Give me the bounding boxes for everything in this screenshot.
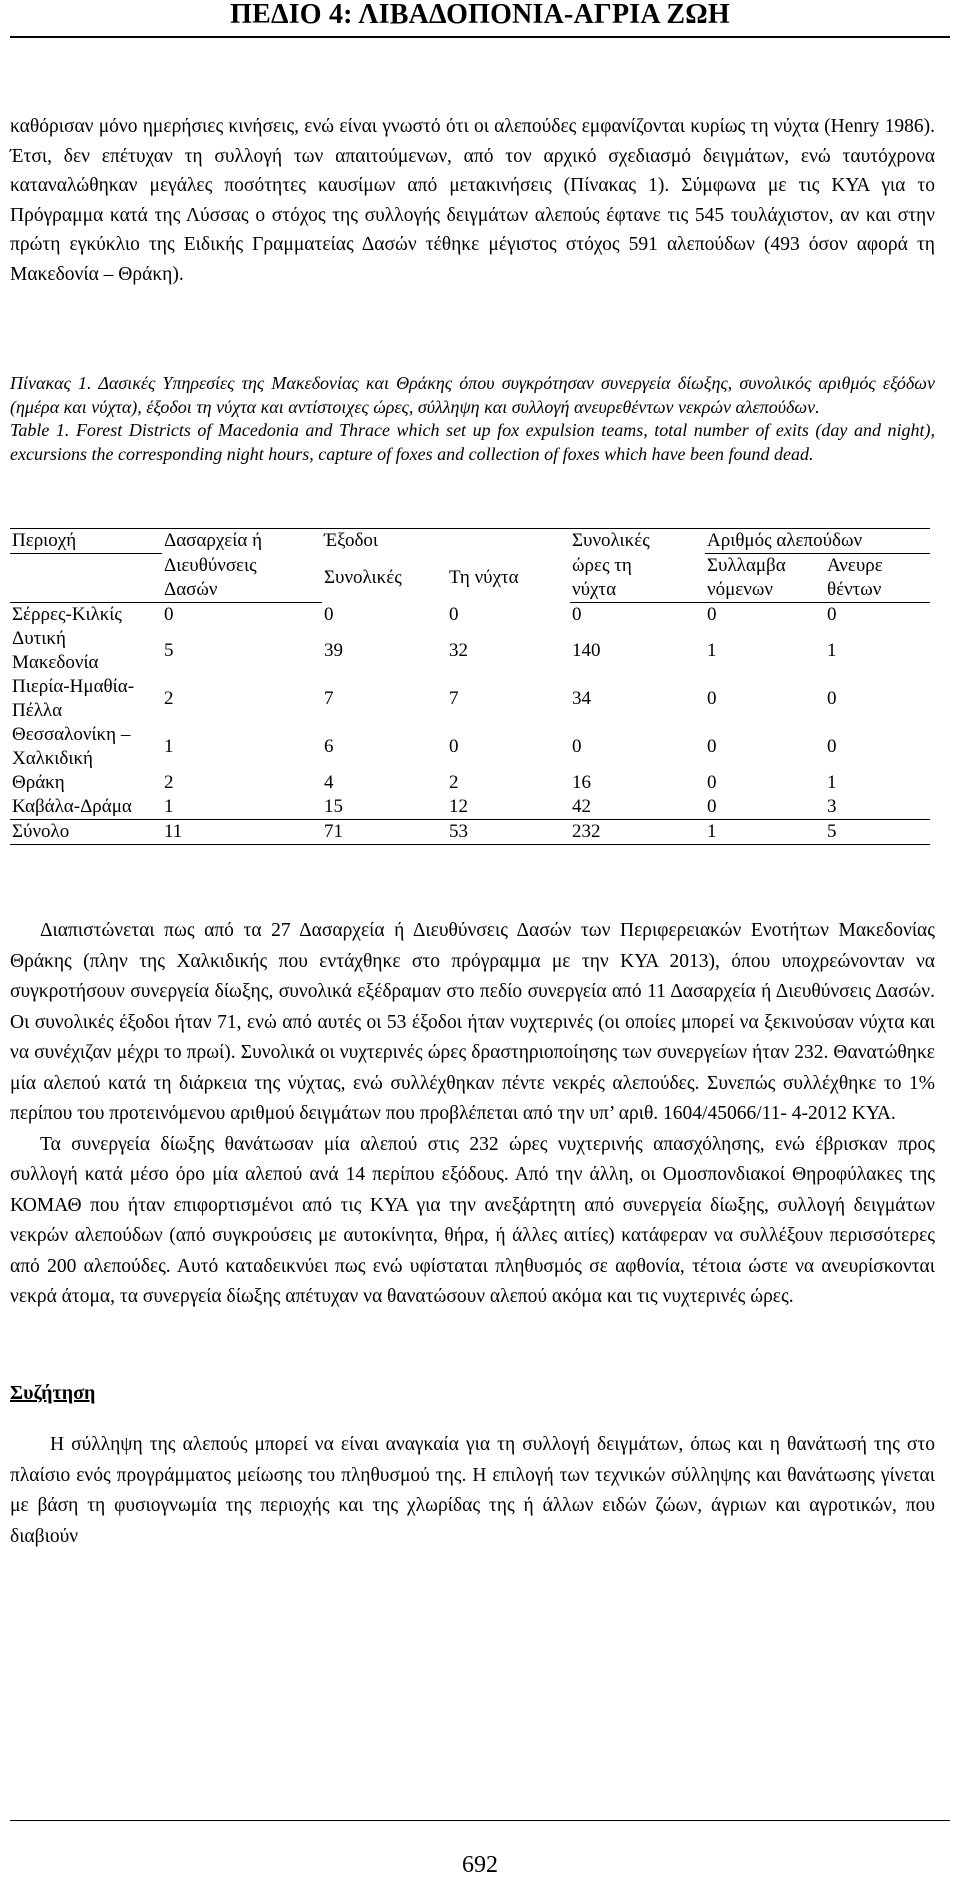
caption-english: Table 1. Forest Districts of Macedonia and Thrace which set up fox expulsion teams, total number of exits (day and night), excursions the corresponding night hours, capture of foxes and collection of foxes which have been found dead.	[10, 420, 935, 464]
header-night-exits: Τη νύχτα	[449, 567, 519, 588]
cell-total-exits: 7	[324, 688, 334, 709]
cell-captured: 1	[707, 640, 717, 661]
cell-total-exits: 15	[322, 795, 447, 820]
total-found-dead: 5	[825, 820, 930, 845]
results-text	[10, 916, 935, 1313]
total-total-exits: 71	[322, 820, 447, 845]
cell-forestry: 0	[164, 604, 174, 625]
cell-found-dead: 0	[827, 688, 837, 709]
cell-region: Καβάλα-Δράμα	[10, 795, 162, 820]
footer-rule	[10, 1820, 950, 1821]
header-found-l2: θέντων	[825, 578, 930, 603]
cell-forestry: 1	[162, 795, 322, 820]
cell-total-exits: 6	[324, 736, 334, 757]
cell-captured: 0	[707, 688, 717, 709]
cell-night-hours: 0	[572, 736, 582, 757]
total-label: Σύνολο	[10, 820, 162, 845]
data-table	[10, 528, 930, 845]
total-night-exits: 53	[447, 820, 570, 845]
header-hours-l2: ώρες τη	[572, 554, 632, 576]
running-header: ΠΕΔΙΟ 4: ΛΙΒΑΔΟΠΟΝΙΑ-ΑΓΡΙΑ ΖΩΗ	[230, 0, 730, 30]
cell-night-exits: 12	[447, 795, 570, 820]
total-forestry: 11	[162, 820, 322, 845]
header-forestry-l3: Δασών	[162, 578, 322, 603]
cell-captured: 0	[707, 736, 717, 757]
cell-found-dead: 1	[827, 772, 837, 793]
total-night-hours: 232	[570, 820, 705, 845]
cell-forestry: 2	[164, 688, 174, 709]
table-row	[10, 603, 930, 628]
cell-night-exits: 0	[449, 603, 459, 625]
header-hours-l1: Συνολικές	[570, 529, 705, 554]
cell-forestry: 2	[164, 772, 174, 793]
header-found-l1: Ανευρε	[827, 555, 883, 576]
header-forestry-l1: Δασαρχεία ή	[162, 529, 322, 554]
cell-total-exits: 39	[324, 640, 343, 661]
cell-region: Θεσσαλονίκη –	[12, 724, 131, 745]
cell-region: Σέρρες-Κιλκίς	[12, 604, 122, 625]
cell-night-exits: 32	[449, 640, 468, 661]
results-paragraph: Τα συνεργεία δίωξης θανάτωσαν μία αλεπού στις 232 ώρες νυχτερινής απασχόλησης, ενώ έβρισκαν προς συλλογή κατά μέσο όρο μία αλεπού ανά 14 περίπου εξόδους. Από την άλλη, οι Ομοσπονδιακοί Θηροφύλακες της ΚΟΜΑΘ που ήταν επιφορτισμένοι από τις ΚΥΑ για την ανεξάρτητη από συνεργεία δίωξης, συλλογή δειγμάτων νεκρών αλεπούδων (από συγκρούσεις με αυτοκίνητα, θήρα, ή άλλες αιτίες) κατάφεραν να συλλέξουν περισσότερες από 200 αλεπούδες. Αυτό καταδεικνύει πως ενώ υφίσταται πληθυσμός σε αφθονία, τέτοια ώστε να ανευρίσκονται νεκρά άτομα, τα συνεργεία δίωξης απέτυχαν να θανατώσουν αλεπού ακόμα και τις νυχτερινές ώρες.	[10, 1133, 935, 1307]
cell-region-cont: Μακεδονία	[12, 652, 99, 673]
cell-region: Δυτική	[12, 628, 66, 649]
cell-forestry: 1	[164, 736, 174, 757]
cell-night-hours: 42	[570, 795, 705, 820]
header-captured-l1: Συλλαμβα	[707, 555, 786, 576]
cell-captured: 0	[707, 604, 717, 625]
cell-region: Πιερία-Ημαθία-	[12, 676, 135, 697]
cell-forestry: 5	[164, 640, 174, 661]
section-title-discussion: Συζήτηση	[10, 1382, 96, 1404]
results-paragraph: Διαπιστώνεται πως από τα 27 Δασαρχεία ή Διευθύνσεις Δασών των Περιφερειακών Ενοτήτων Μακεδονίας Θράκης (πλην της Χαλκιδικής που εντάχθηκε στο πρόγραμμα με την ΚΥΑ 2013), όπου υποχρεώνονταν να συγκροτήσουν συνεργεία δίωξης, συνολικά εξέδραμαν στο πεδίο συνεργεία από 11 Δασαρχεία ή Διευθύνσεις Δασών. Οι συνολικές έξοδοι ήταν 71, ενώ από αυτές οι 53 έξοδοι ήταν νυχτερινές (οι οποίες μπορεί να ξεκινούσαν νύχτα και να συνέχιζαν μέχρι το πρωί). Συνολικά οι νυχτερινές ώρες δραστηριοποίησης των συνεργείων ήταν 232. Θανατώθηκε μία αλεπού κατά τη διάρκεια της νύχτας, ενώ συλλέχθηκαν πέντε νεκρές αλεπούδες. Συνεπώς συλλέχθηκε το 1% περίπου του προτεινόμενου αριθμού δειγμάτων που προβλέπεται από την υπ’ αριθ. 1604/45066/11- 4-2012 ΚΥΑ.	[10, 920, 935, 1124]
header-fox-count: Αριθμός αλεπούδων	[705, 529, 930, 554]
header-hours-l3: νύχτα	[570, 578, 705, 603]
table-header-row-1	[10, 529, 930, 554]
cell-found-dead: 0	[827, 604, 837, 625]
cell-region-cont: Χαλκιδική	[12, 748, 93, 769]
page-number: 692	[462, 1852, 498, 1878]
discussion-paragraph: Η σύλληψη της αλεπούς μπορεί να είναι αναγκαία για τη συλλογή δειγμάτων, όπως και η θανάτωσή της στο πλαίσιο ενός προγράμματος μείωσης του πληθυσμού της. Η επιλογή των τεχνικών σύλληψης και θανάτωσης γίνεται με βάση τη φυσιογνωμία της περιοχής και της χλωρίδας της ή άλλων ειδών ζώων, άγριων και αγροτικών, που διαβιούν	[10, 1434, 935, 1547]
intro-paragraph: καθόρισαν μόνο ημερήσιες κινήσεις, ενώ είναι γνωστό ότι οι αλεπούδες εμφανίζονται κυρίως τη νύχτα (Henry 1986). Έτσι, δεν επέτυχαν τη συλλογή των απαιτούμενων, από τον αρχικό σχεδιασμό δειγμάτων, ενώ ταυτόχρονα καταναλώθηκαν μεγάλες ποσότητες καυσίμων από μετακινήσεις (Πίνακας 1). Σύμφωνα με τις ΚΥΑ για το Πρόγραμμα κατά της Λύσσας ο στόχος της συλλογής δειγμάτων αλεπούς έφτανε τις 545 τουλάχιστον, αν και στην πρώτη εγκύκλιο της Ειδικής Γραμματείας Δασών τέθηκε μέγιστος στόχος 591 αλεπούδων (493 όσον αφορά τη Μακεδονία – Θράκη).	[10, 116, 935, 285]
cell-total-exits: 4	[324, 772, 334, 793]
table-row	[10, 795, 930, 820]
header-rule	[10, 36, 950, 38]
cell-night-hours: 16	[572, 772, 591, 793]
cell-region: Θράκη	[12, 772, 65, 793]
caption-greek: Πίνακας 1. Δασικές Υπηρεσίες της Μακεδονίας και Θράκης όπου συγκρότησαν συνεργεία δίωξης, συνολικός αριθμός εξόδων (ημέρα και νύχτα), έξοδοι τη νύχτα και αντίστοιχες ώρες, σύλληψη και συλλογή ανευρεθέντων νεκρών αλεπούδων.	[10, 373, 935, 417]
cell-total-exits: 0	[324, 603, 334, 625]
cell-found-dead: 3	[825, 795, 930, 820]
cell-night-exits: 2	[449, 772, 459, 793]
table-row	[10, 723, 930, 771]
table-row	[10, 771, 930, 795]
total-captured: 1	[705, 820, 825, 845]
cell-night-hours: 140	[572, 640, 601, 661]
cell-night-hours: 34	[572, 688, 591, 709]
cell-captured: 0	[707, 772, 717, 793]
table-row	[10, 627, 930, 675]
header-exits: Έξοδοι	[322, 529, 570, 554]
header-total-exits: Συνολικές	[324, 567, 402, 588]
header-region: Περιοχή	[10, 529, 162, 554]
cell-found-dead: 0	[827, 736, 837, 757]
header-captured-l2: νόμενων	[705, 578, 825, 603]
table-total-row	[10, 820, 930, 845]
cell-night-exits: 7	[449, 688, 459, 709]
cell-region-cont: Πέλλα	[12, 700, 63, 721]
header-forestry-l2: Διευθύνσεις	[164, 554, 257, 576]
cell-night-exits: 0	[449, 736, 459, 757]
cell-captured: 0	[705, 795, 825, 820]
table-caption	[10, 372, 935, 466]
table-header-row-2	[10, 554, 930, 579]
table-row	[10, 675, 930, 723]
cell-found-dead: 1	[827, 640, 837, 661]
cell-night-hours: 0	[572, 604, 582, 625]
